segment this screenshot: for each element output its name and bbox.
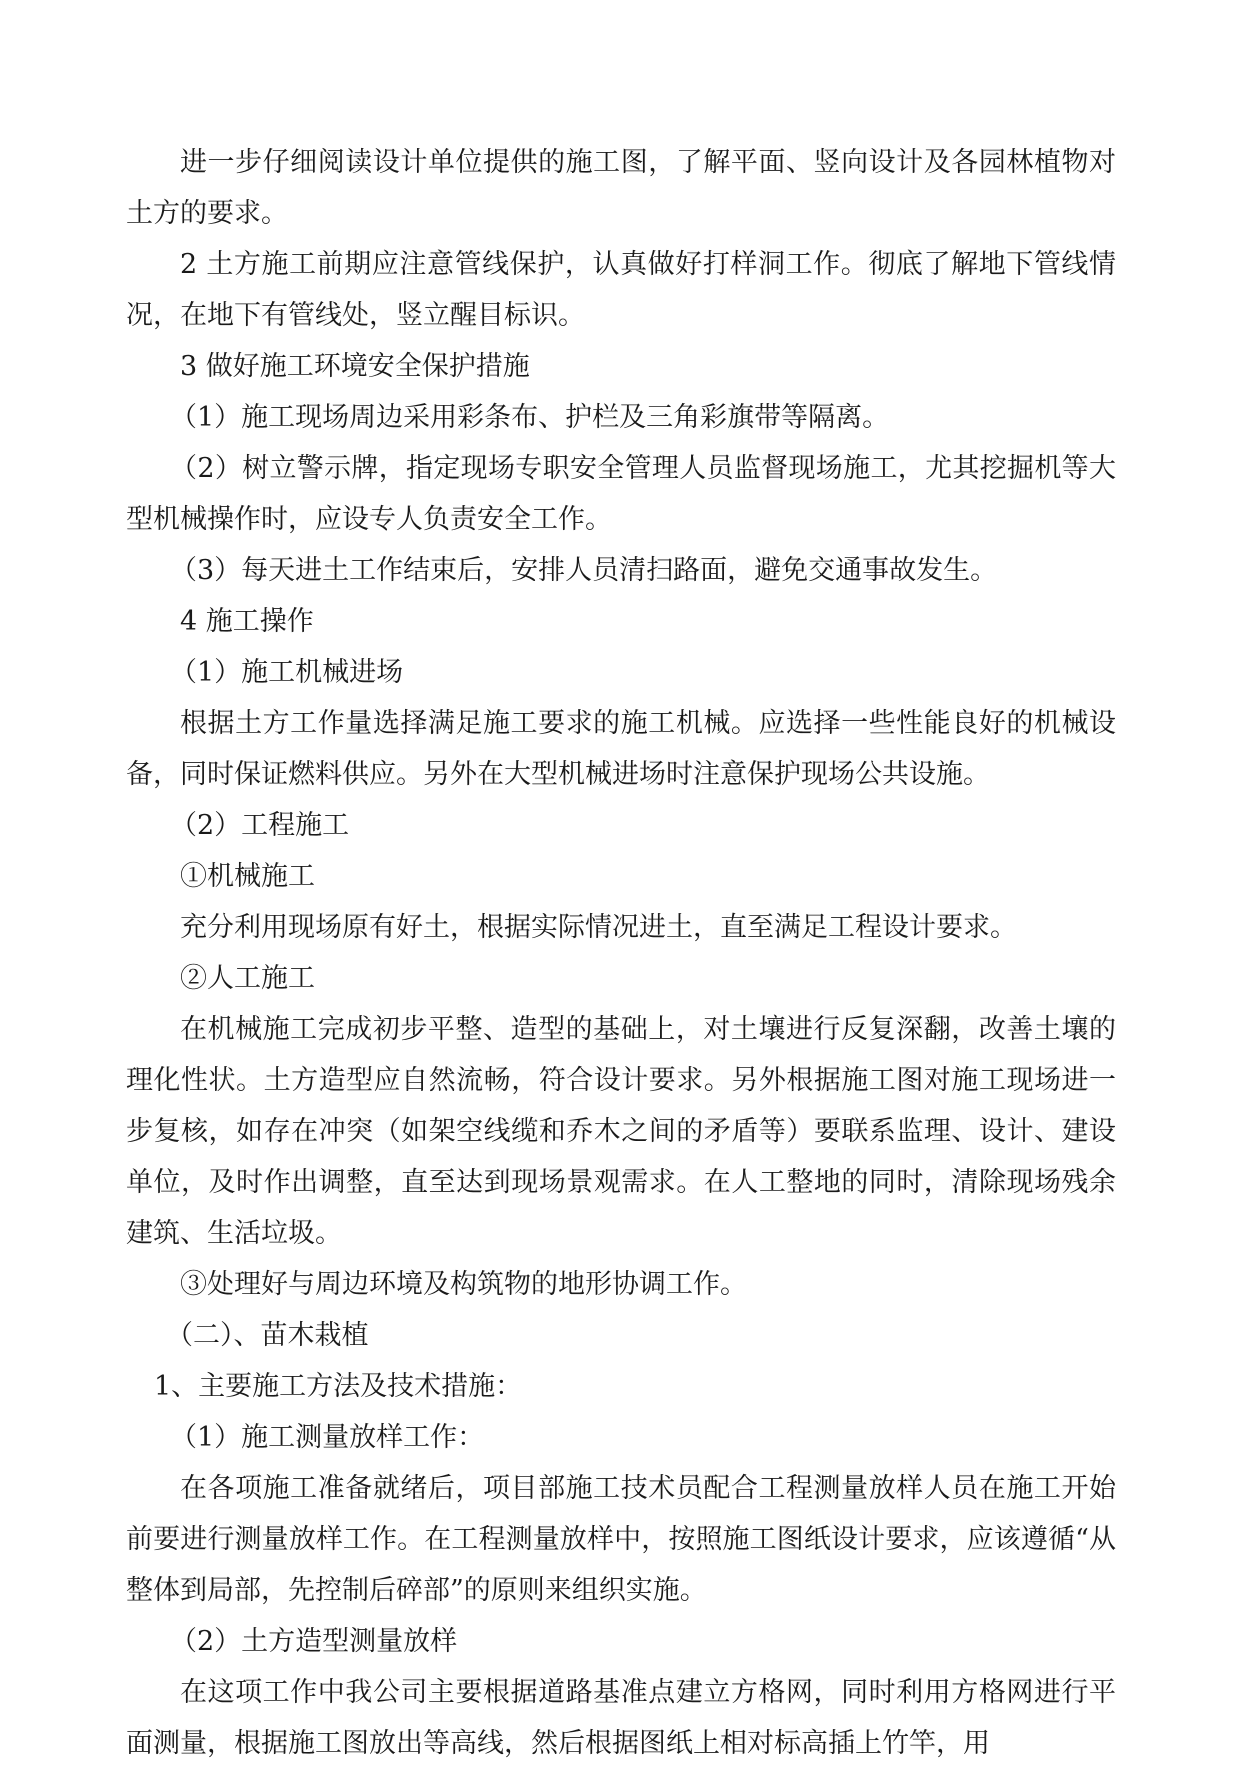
paragraph: 2 土方施工前期应注意管线保护，认真做好打样洞工作。彻底了解地下管线情况，在地下有管线处，竖立醒目标识。: [126, 249, 1116, 331]
paragraph: 在这项工作中我公司主要根据道路基准点建立方格网，同时利用方格网进行平面测量，根据施工图放出等高线，然后根据图纸上相对标高插上竹竿，用: [126, 1677, 1116, 1759]
list-item: （1）施工现场周边采用彩条布、护栏及三角彩旗带等隔离。: [170, 402, 890, 433]
subsection-heading: （1）施工机械进场: [170, 657, 404, 688]
item-heading: ②人工施工: [180, 963, 315, 994]
section-heading: 1、主要施工方法及技术措施：: [154, 1371, 523, 1402]
paragraph: 根据土方工作量选择满足施工要求的施工机械。应选择一些性能良好的机械设备，同时保证燃料供应。另外在大型机械进场时注意保护现场公共设施。: [126, 708, 1116, 790]
subsection-heading: （2）土方造型测量放样: [170, 1626, 458, 1657]
paragraph: 在各项施工准备就绪后，项目部施工技术员配合工程测量放样人员在施工开始前要进行测量放样工作。在工程测量放样中，按照施工图纸设计要求，应该遵循“从整体到局部，先控制后碎部”的原则来组织实施。: [126, 1473, 1116, 1606]
list-item: （2）树立警示牌，指定现场专职安全管理人员监督现场施工，尤其挖掘机等大型机械操作时，应设专人负责安全工作。: [126, 453, 1116, 535]
item-heading: ①机械施工: [180, 861, 315, 892]
paragraph: 进一步仔细阅读设计单位提供的施工图，了解平面、竖向设计及各园林植物对土方的要求。: [126, 147, 1116, 229]
paragraph: 在机械施工完成初步平整、造型的基础上，对土壤进行反复深翻，改善土壤的理化性状。土方造型应自然流畅，符合设计要求。另外根据施工图对施工现场进一步复核，如存在冲突（如架空线缆和乔木之间的矛盾等）要联系监理、设计、建设单位，及时作出调整，直至达到现场景观需求。在人工整地的同时，清除现场残余建筑、生活垃圾。: [126, 1014, 1116, 1249]
section-heading: （二）、苗木栽植: [166, 1320, 369, 1351]
subsection-heading: （1）施工测量放样工作：: [170, 1422, 485, 1453]
subsection-heading: （2）工程施工: [170, 810, 350, 841]
list-item: （3）每天进土工作结束后，安排人员清扫路面，避免交通事故发生。: [170, 555, 998, 586]
paragraph: ③处理好与周边环境及构筑物的地形协调工作。: [180, 1269, 747, 1300]
document-body: [126, 137, 1116, 1769]
section-heading: 3 做好施工环境安全保护措施: [180, 351, 530, 382]
section-heading: 4 施工操作: [180, 606, 314, 637]
paragraph: 充分利用现场原有好土，根据实际情况进土，直至满足工程设计要求。: [180, 912, 1017, 943]
